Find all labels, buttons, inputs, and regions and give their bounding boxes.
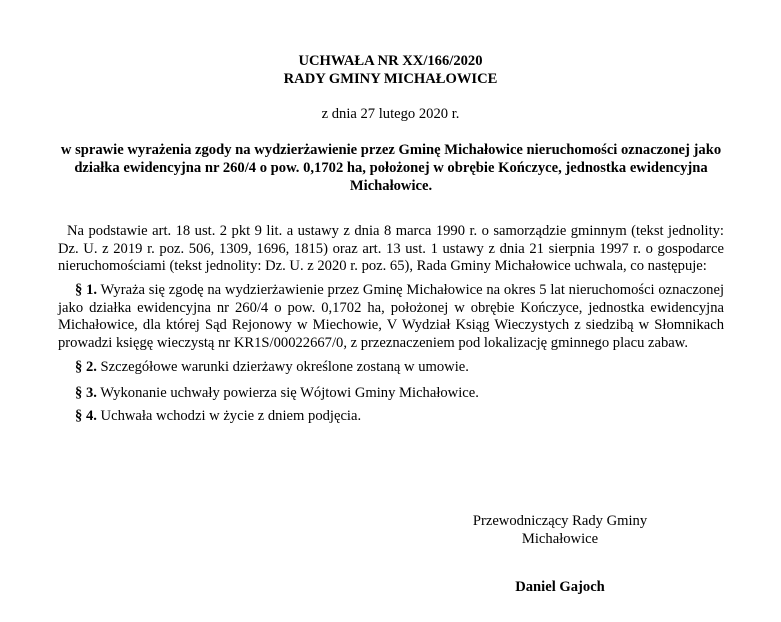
signatory-role-line2: Michałowice [521, 531, 599, 547]
resolution-title: UCHWAŁA NR XX/166/2020 [298, 53, 483, 69]
signatory-name: Daniel Gajoch [515, 579, 605, 595]
section-4 [75, 407, 361, 425]
section-2-number: § 2. [75, 359, 97, 375]
section-3-text: Wykonanie uchwały powierza się Wójtowi Gminy Michałowice. [100, 385, 479, 401]
section-3-number: § 3. [75, 385, 97, 401]
section-1 [58, 282, 724, 352]
resolution-date: z dnia 27 lutego 2020 r. [321, 106, 460, 122]
section-3 [75, 384, 479, 402]
section-2 [75, 358, 469, 376]
section-2-text: Szczegółowe warunki dzierżawy określone zostaną w umowie. [100, 359, 469, 375]
section-1-text: Wyraża się zgodę na wydzierżawienie przez Gminę Michałowice na okres 5 lat nieruchomości oznaczonej jako działka ewidencyjna nr 260/4 o pow. 0,1702 ha, położonej w obrębie Kończyce, jednostka ewidencyjna Michałowice, dla której Sąd Rejonowy w Miechowie, V Wydział Ksiąg Wieczystych z siedzibą w Słomnikach prowadzi księgę wieczystą nr KR1S/00022667/0, z przeznaczeniem pod lokalizację gminnego placu zabaw. [58, 282, 724, 351]
signatory-role [460, 512, 660, 548]
section-1-number: § 1. [75, 282, 98, 298]
resolution-subject: w sprawie wyrażenia zgody na wydzierżawienie przez Gminę Michałowice nieruchomości oznaczonej jako działka ewidencyjna nr 260/4 o pow. 0,1702 ha, położonej w obrębie Kończyce, jednostka ewidencyjna Michałowice. [60, 142, 722, 194]
section-4-text: Uchwała wchodzi w życie z dniem podjęcia. [100, 408, 362, 424]
resolution-issuer: RADY GMINY MICHAŁOWICE [283, 71, 498, 87]
legal-basis-paragraph: Na podstawie art. 18 ust. 2 pkt 9 lit. a ustawy z dnia 8 marca 1990 r. o samorządzie gminnym (tekst jednolity: Dz. U. z 2019 r. poz. 506, 1309, 1696, 1815) oraz art. 13 ust. 1 ustawy z dnia 21 sierpnia 1997 r. o gospodarce nieruchomościami (tekst jednolity: Dz. U. z 2020 r. poz. 65), Rada Gminy Michałowice uchwala, co następuje: [58, 223, 724, 274]
signatory-role-line1: Przewodniczący Rady Gminy [472, 513, 648, 529]
section-4-number: § 4. [75, 408, 97, 424]
